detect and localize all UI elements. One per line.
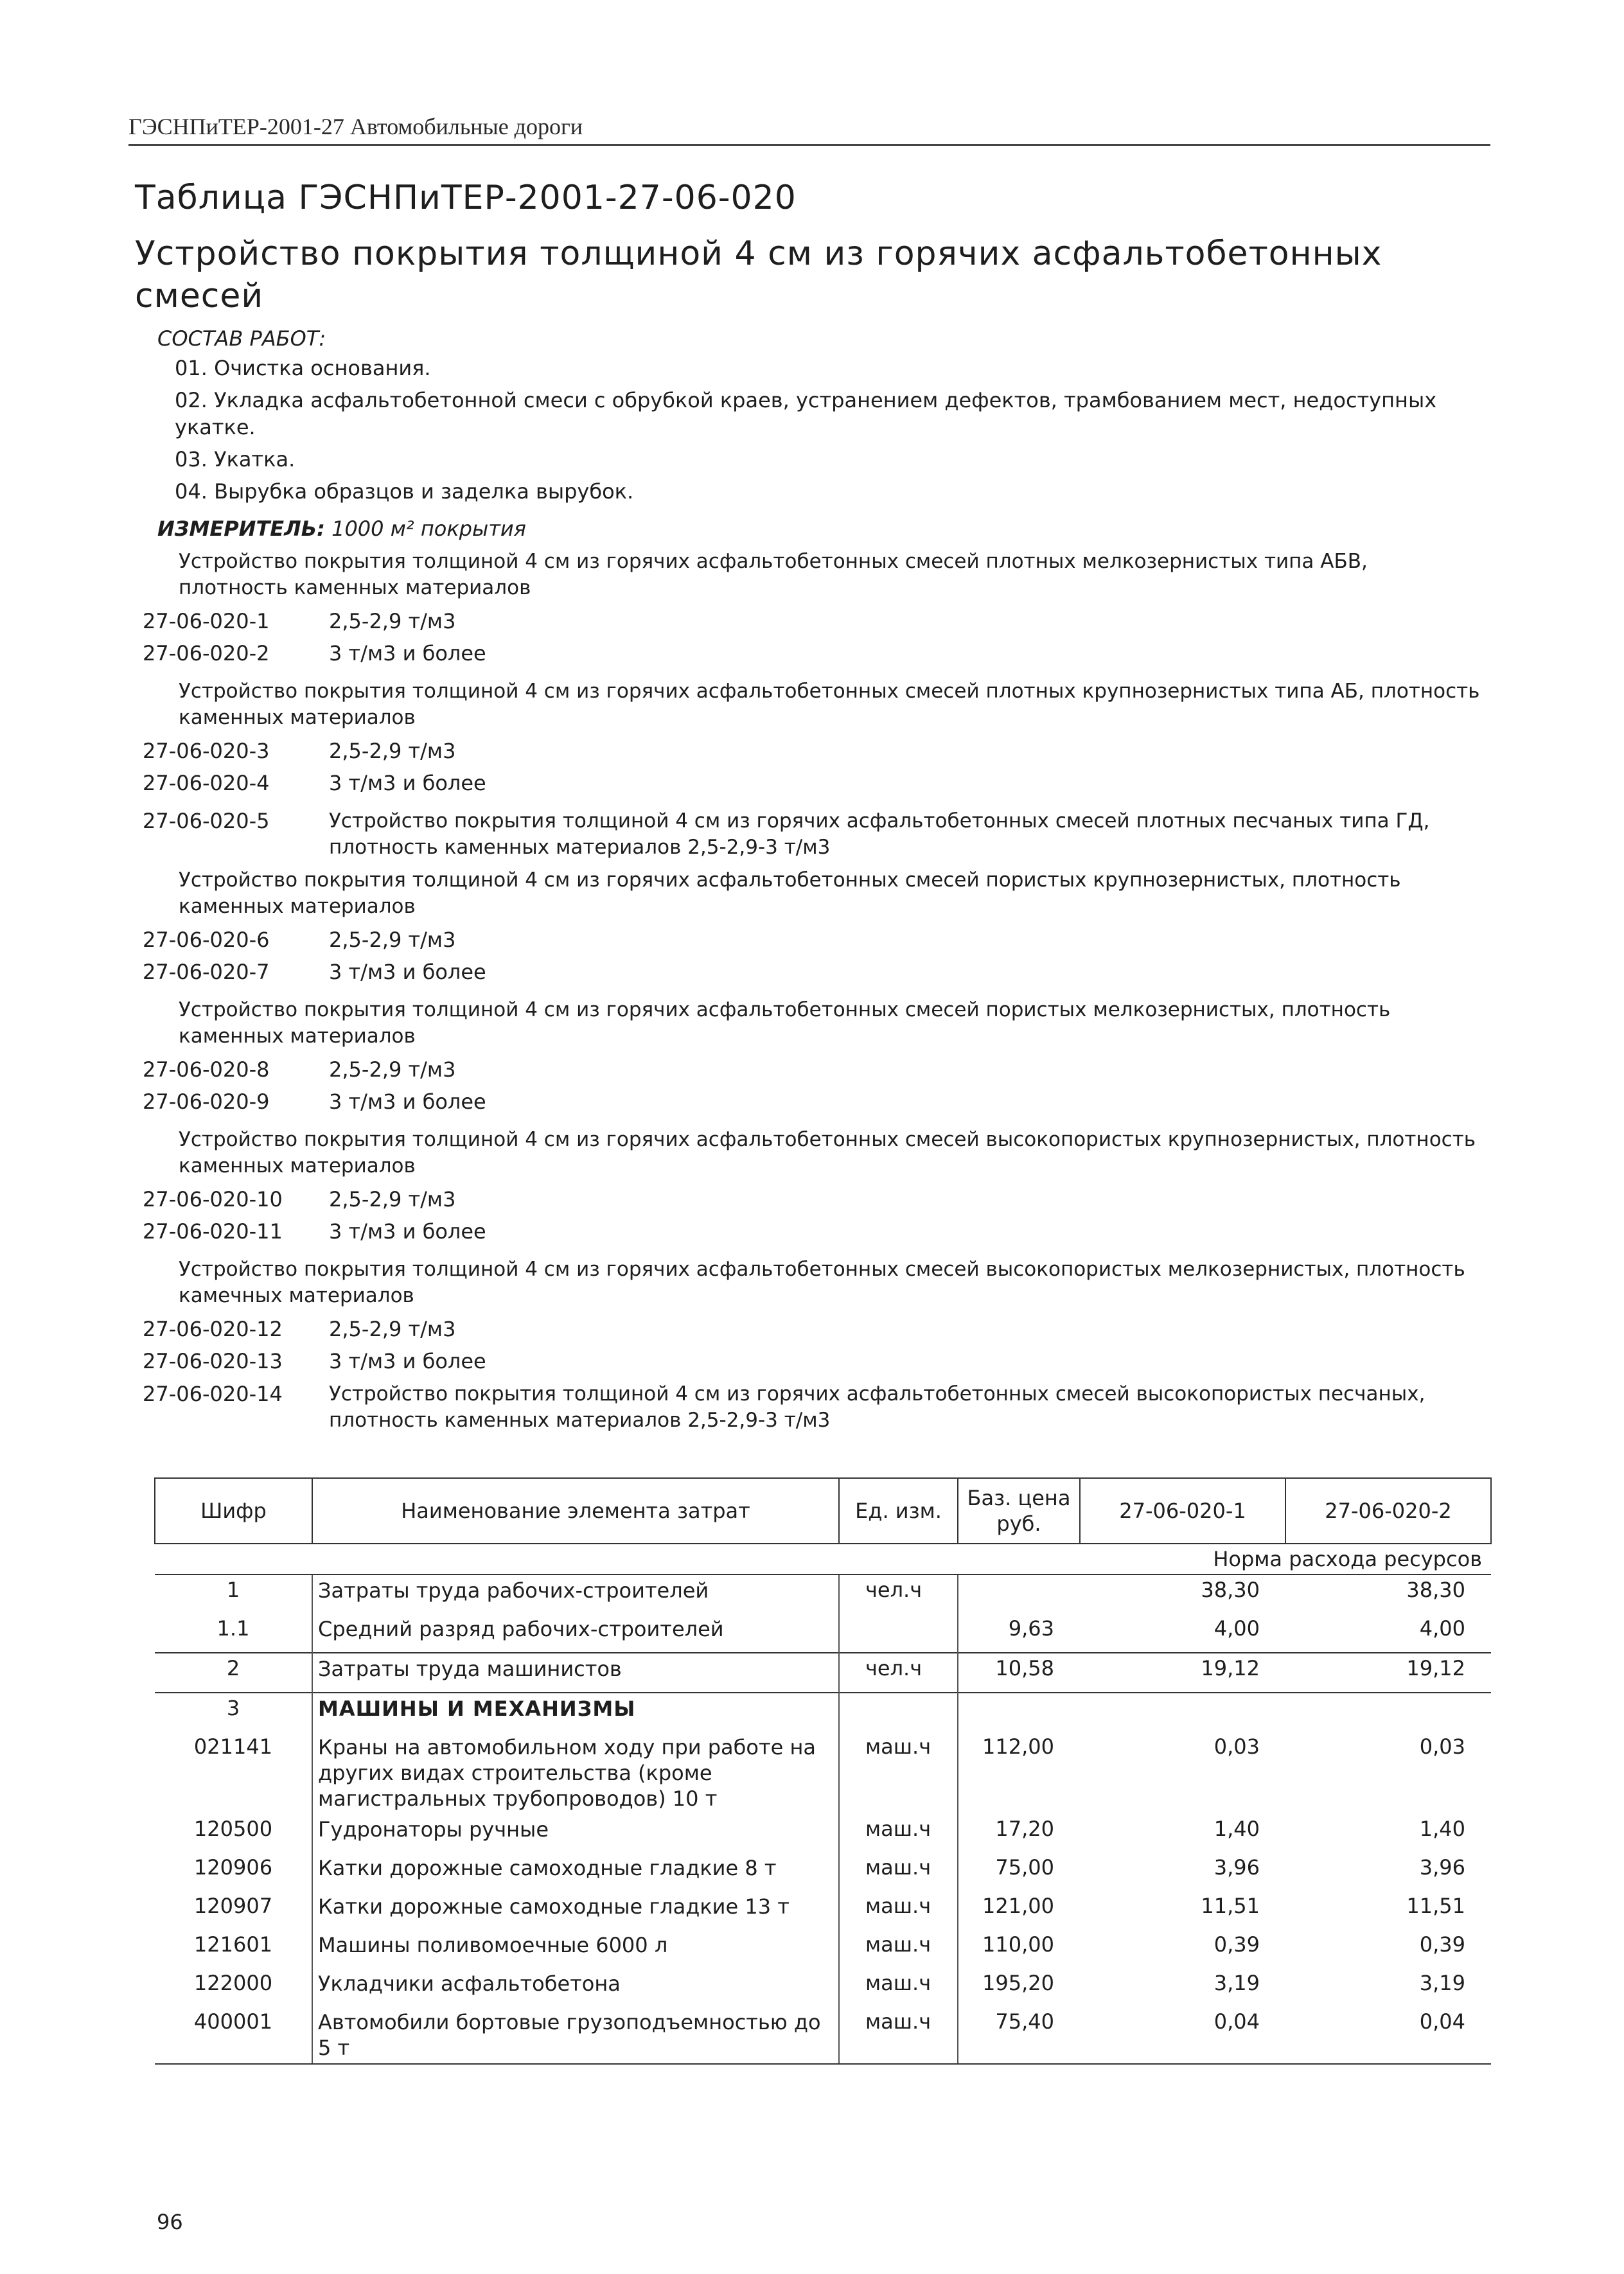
variant-text: 3 т/м3 и более [329, 1349, 486, 1373]
cell-unit: маш.ч [839, 1968, 958, 2007]
variant-code: 27-06-020-12 [143, 1317, 283, 1341]
cell-name: Средний разряд рабочих-строителей [312, 1614, 839, 1653]
cell-unit: маш.ч [839, 1930, 958, 1968]
cell-unit: маш.ч [839, 2007, 958, 2064]
variant-code: 27-06-020-7 [143, 960, 270, 984]
cell-value-1: 3,19 [1214, 1971, 1260, 1995]
cell-unit: маш.ч [839, 1853, 958, 1891]
variant-code: 27-06-020-14 [143, 1382, 283, 1406]
table-row [155, 1891, 1491, 1930]
variant-code: 27-06-020-9 [143, 1089, 270, 1114]
variant-text: 3 т/м3 и более [329, 960, 486, 984]
column-header: Ед. изм. [839, 1478, 958, 1544]
table-row [155, 1853, 1491, 1891]
variant-code: 27-06-020-6 [143, 928, 270, 952]
variant-row [143, 1218, 486, 1245]
table-row [155, 1574, 1491, 1614]
variant-code: 27-06-020-3 [143, 739, 270, 763]
composition-steps [175, 355, 1479, 510]
meter-label: ИЗМЕРИТЕЛЬ: [157, 516, 325, 541]
variant-code: 27-06-020-8 [143, 1057, 270, 1082]
cell-value-1 [1080, 1693, 1285, 1732]
variant-code: 27-06-020-2 [143, 641, 270, 665]
cell-value-1: 19,12 [1080, 1653, 1285, 1693]
cell-name: Машины поливомоечные 6000 л [312, 1930, 839, 1968]
column-header: Баз. цена руб. [958, 1478, 1080, 1544]
composition-step: 02. Укладка асфальтобетонной смеси с обрубкой краев, устранением дефектов, трамбованием мест, недоступных укатке. [175, 388, 1437, 439]
cell-price: 75,00 [958, 1853, 1080, 1891]
group-intro: Устройство покрытия толщиной 4 см из горячих асфальтобетонных смесей высокопористых мелкозернистых, плотность камечных материалов [179, 1258, 1465, 1307]
variant-code: 27-06-020-4 [143, 771, 270, 795]
meter-value: 1000 м² покрытия [331, 516, 526, 541]
group-intro: Устройство покрытия толщиной 4 см из горячих асфальтобетонных смесей плотных крупнозернистых типа АБ, плотность каменных материалов [179, 680, 1480, 729]
cell-price: 112,00 [958, 1732, 1080, 1814]
cell-price: 9,63 [958, 1614, 1080, 1653]
cell-unit [839, 1614, 958, 1653]
meter-line [157, 516, 526, 541]
page-number: 96 [157, 2210, 183, 2234]
table-header-row [155, 1478, 1491, 1544]
cell-value-1: 1,40 [1214, 1817, 1260, 1841]
cell-value-2: 19,12 [1285, 1653, 1491, 1693]
cell-price: 17,20 [958, 1814, 1080, 1853]
variant-text: 3 т/м3 и более [329, 1089, 486, 1114]
cell-unit: маш.ч [839, 1732, 958, 1814]
cell-price [958, 1574, 1080, 1614]
group-intro: Устройство покрытия толщиной 4 см из горячих асфальтобетонных смесей высокопористых крупнозернистых, плотность каменных материалов [179, 1128, 1476, 1177]
variant-row [143, 770, 486, 797]
variant-code: 27-06-020-1 [143, 609, 270, 633]
variant-row [143, 1186, 455, 1213]
cell-value-2: 11,51 [1406, 1894, 1465, 1918]
cell-code: 1 [226, 1578, 240, 1602]
cell-value-2: 4,00 [1419, 1616, 1465, 1641]
cell-code: 2 [155, 1653, 312, 1693]
cell-code: 122000 [193, 1971, 273, 1995]
variant-text: 3 т/м3 и более [329, 1219, 486, 1244]
cell-code: 120907 [193, 1894, 273, 1918]
variant-text: Устройство покрытия толщиной 4 см из горячих асфальтобетонных смесей плотных песчаных типа ГД, плотность каменных материалов 2,5-2,9-3 т/м3 [329, 809, 1430, 859]
table-row [155, 1930, 1491, 1968]
cell-code: 021141 [193, 1734, 273, 1759]
cell-value-1: 11,51 [1201, 1894, 1260, 1918]
column-header: Наименование элемента затрат [312, 1478, 839, 1544]
variant-row [143, 1056, 455, 1083]
variant-row [143, 1316, 455, 1343]
composition-step: 04. Вырубка образцов и заделка вырубок. [175, 479, 634, 504]
table-row [155, 1653, 1491, 1693]
variant-row [143, 1348, 486, 1375]
cell-value-1: 4,00 [1214, 1616, 1260, 1641]
cell-price: 75,40 [958, 2007, 1080, 2064]
cell-section-name: МАШИНЫ И МЕХАНИЗМЫ [312, 1693, 839, 1732]
cell-value-2: 0,04 [1285, 2007, 1491, 2064]
cell-name: Автомобили бортовые грузоподъемностью до 5 т [312, 2007, 839, 2064]
variant-code: 27-06-020-10 [143, 1187, 283, 1212]
variant-code: 27-06-020-5 [143, 809, 270, 833]
variant-row [143, 926, 455, 953]
table-subtitle: Устройство покрытия толщиной 4 см из горячих асфальтобетонных смесей [135, 234, 1382, 315]
variant-code: 27-06-020-11 [143, 1219, 283, 1244]
table-row [155, 1968, 1491, 2007]
cell-code: 120500 [193, 1817, 273, 1841]
cell-value-2: 3,96 [1419, 1855, 1465, 1880]
cell-value-2 [1285, 1693, 1491, 1732]
cell-price: 110,00 [958, 1930, 1080, 1968]
cell-code: 121601 [193, 1932, 273, 1957]
cell-unit: маш.ч [839, 1814, 958, 1853]
norm-label: Норма расхода ресурсов [155, 1544, 1491, 1574]
variant-text: 2,5-2,9 т/м3 [329, 609, 456, 633]
variant-text: 3 т/м3 и более [329, 771, 486, 795]
table-row [155, 2007, 1491, 2064]
variant-code: 27-06-020-13 [143, 1349, 283, 1373]
cell-name: Затраты труда рабочих-строителей [312, 1574, 839, 1614]
cell-value-2: 3,19 [1419, 1971, 1465, 1995]
group-intro: Устройство покрытия толщиной 4 см из горячих асфальтобетонных смесей плотных мелкозернистых типа АБВ, плотность каменных материалов [179, 550, 1368, 599]
cell-unit: маш.ч [839, 1891, 958, 1930]
resource-table [154, 1477, 1492, 2065]
table-row [155, 1614, 1491, 1653]
cell-unit: чел.ч [839, 1653, 958, 1693]
cell-value-1: 3,96 [1214, 1855, 1260, 1880]
cell-code: 400001 [155, 2007, 312, 2064]
variant-text: Устройство покрытия толщиной 4 см из горячих асфальтобетонных смесей высокопористых песчаных, плотность каменных материалов 2,5-2,9-3 т/м3 [329, 1382, 1425, 1432]
cell-name: Гудронаторы ручные [312, 1814, 839, 1853]
variant-text: 2,5-2,9 т/м3 [329, 1057, 456, 1082]
cell-value-1: 38,30 [1201, 1578, 1260, 1602]
cell-value-1: 0,39 [1214, 1932, 1260, 1957]
table-row [155, 1732, 1491, 1814]
variant-row [143, 1381, 1492, 1434]
cell-value-2: 1,40 [1419, 1817, 1465, 1841]
norm-row [155, 1544, 1491, 1574]
cell-unit [839, 1693, 958, 1732]
cell-price [958, 1693, 1080, 1732]
cell-name: Затраты труда машинистов [312, 1653, 839, 1693]
cell-code: 1.1 [216, 1616, 250, 1641]
column-header: 27-06-020-1 [1080, 1478, 1285, 1544]
cell-name: Катки дорожные самоходные гладкие 13 т [312, 1891, 839, 1930]
variant-text: 2,5-2,9 т/м3 [329, 1187, 456, 1212]
variant-text: 2,5-2,9 т/м3 [329, 1317, 456, 1341]
cell-price: 121,00 [958, 1891, 1080, 1930]
cell-value-1: 0,04 [1080, 2007, 1285, 2064]
variant-row [143, 958, 486, 985]
variant-text: 3 т/м3 и более [329, 641, 486, 665]
composition-step: 01. Очистка основания. [175, 356, 431, 380]
group-intro: Устройство покрытия толщиной 4 см из горячих асфальтобетонных смесей пористых крупнозернистых, плотность каменных материалов [179, 868, 1401, 918]
variant-row [143, 808, 1492, 861]
running-header: ГЭСНПиТЕР-2001-27 Автомобильные дороги [128, 113, 1490, 146]
table-row [155, 1814, 1491, 1853]
table-row [155, 1693, 1491, 1732]
column-header: 27-06-020-2 [1285, 1478, 1491, 1544]
variant-text: 2,5-2,9 т/м3 [329, 739, 456, 763]
cell-value-2: 0,39 [1419, 1932, 1465, 1957]
variant-text: 2,5-2,9 т/м3 [329, 928, 456, 952]
composition-step: 03. Укатка. [175, 447, 296, 472]
cell-code: 120906 [193, 1855, 273, 1880]
column-header: Шифр [155, 1478, 312, 1544]
variant-row [143, 608, 455, 635]
group-intro: Устройство покрытия толщиной 4 см из горячих асфальтобетонных смесей пористых мелкозернистых, плотность каменных материалов [179, 998, 1391, 1048]
variant-row [143, 737, 455, 764]
cell-price: 195,20 [958, 1968, 1080, 2007]
variant-row [143, 640, 486, 667]
cell-value-2: 38,30 [1406, 1578, 1465, 1602]
cell-name: Краны на автомобильном ходу при работе на других видах строительства (кроме магистральных трубопроводов) 10 т [312, 1732, 839, 1814]
composition-heading: СОСТАВ РАБОТ: [157, 326, 326, 351]
cell-name: Катки дорожные самоходные гладкие 8 т [312, 1853, 839, 1891]
cell-code: 3 [155, 1693, 312, 1732]
cell-name: Укладчики асфальтобетона [312, 1968, 839, 2007]
table-title: Таблица ГЭСНПиТЕР-2001-27-06-020 [135, 179, 797, 217]
cell-price: 10,58 [958, 1653, 1080, 1693]
cell-value-2: 0,03 [1419, 1734, 1465, 1759]
cell-unit: чел.ч [839, 1574, 958, 1614]
variant-row [143, 1088, 486, 1115]
cell-value-1: 0,03 [1214, 1734, 1260, 1759]
